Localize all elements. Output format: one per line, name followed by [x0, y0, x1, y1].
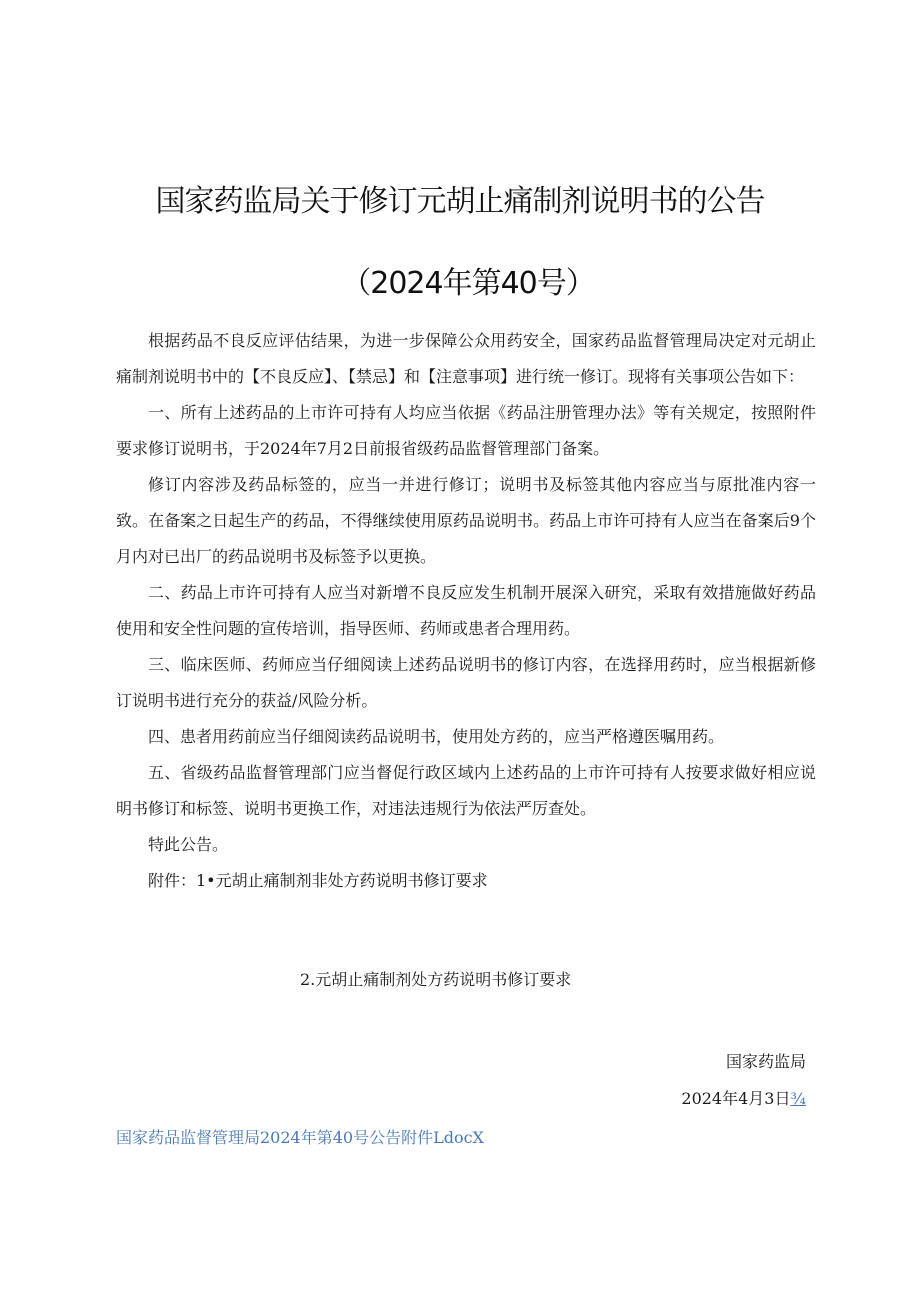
document-number: （2024年第40号） [341, 266, 595, 301]
paragraph-item-5: 五、省级药品监督管理部门应当督促行政区域内上述药品的上市许可持有人按要求做好相应说明书修订和标签、说明书更换工作，对违法违规行为依法严厉查处。 [116, 763, 816, 818]
paragraph-intro: 根据药品不良反应评估结果，为进一步保障公众用药安全，国家药品监督管理局决定对元胡止痛制剂说明书中的【不良反应】、【禁忌】和【注意事项】进行统一修订。现将有关事项公告如下： [116, 331, 816, 386]
document-title: 国家药监局关于修订元胡止痛制剂说明书的公告 [155, 184, 765, 219]
document-body [116, 323, 816, 899]
attachment-2: 2.元胡止痛制剂处方药说明书修订要求 [300, 970, 572, 989]
date-mark: ¾ [790, 1089, 806, 1108]
paragraph-item-2: 二、药品上市许可持有人应当对新增不良反应发生机制开展深入研究，采取有效措施做好药品使用和安全性问题的宣传培训，指导医师、药师或患者合理用药。 [116, 583, 816, 638]
paragraph-item-3: 三、临床医师、药师应当仔细阅读上述药品说明书的修订内容，在选择用药时，应当根据新修订说明书进行充分的获益/风险分析。 [116, 655, 816, 710]
paragraph-item-1-note: 修订内容涉及药品标签的，应当一并进行修订；说明书及标签其他内容应当与原批准内容一致。在备案之日起生产的药品，不得继续使用原药品说明书。药品上市许可持有人应当在备案后9个月内对已出厂的药品说明书及标签予以更换。 [116, 475, 816, 566]
signature-date-line [681, 1081, 806, 1117]
paragraph-item-4: 四、患者用药前应当仔细阅读药品说明书，使用处方药的，应当严格遵医嘱用药。 [148, 727, 725, 746]
signature-date: 2024年4月3日 [681, 1089, 791, 1108]
attachment-download-link[interactable]: 国家药品监督管理局2024年第40号公告附件LdocX [116, 1128, 484, 1147]
paragraph-item-1: 一、所有上述药品的上市许可持有人均应当依据《药品注册管理办法》等有关规定，按照附件要求修订说明书，于2024年7月2日前报省级药品监督管理部门备案。 [116, 403, 816, 458]
attachment-1: 附件：1•元胡止痛制剂非处方药说明书修订要求 [148, 871, 488, 890]
paragraph-closing: 特此公告。 [148, 835, 229, 854]
signature-org: 国家药监局 [725, 1052, 806, 1071]
